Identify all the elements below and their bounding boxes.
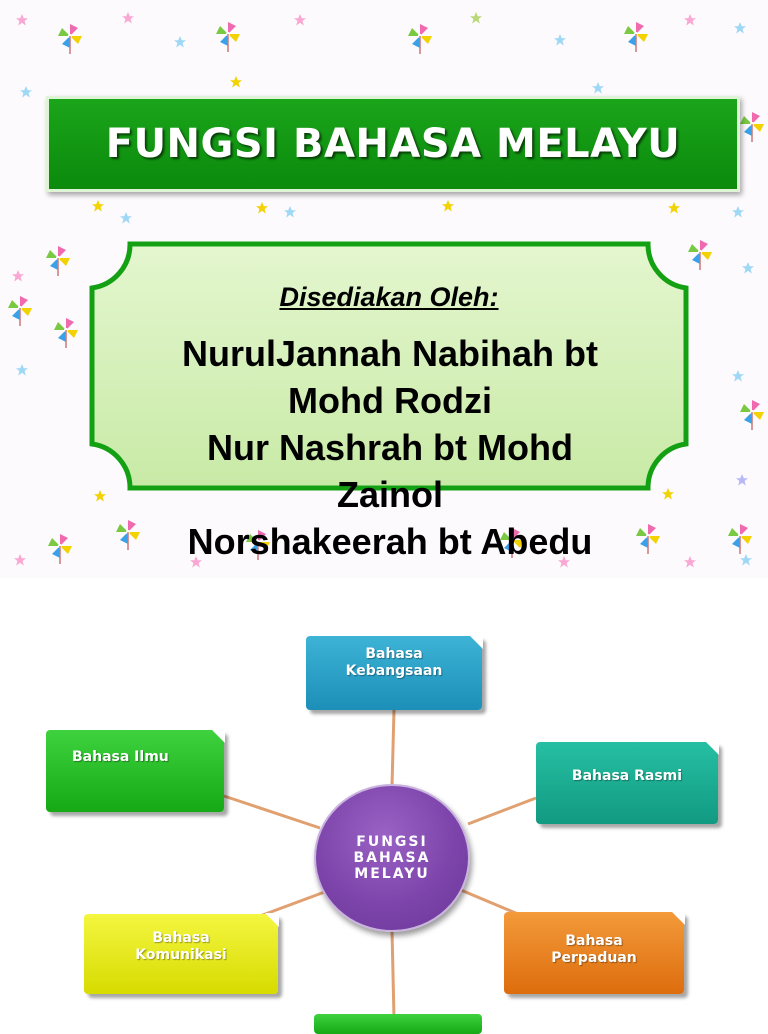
node-label-line: Bahasa: [365, 646, 423, 662]
node-bahasa-komunikasi: [84, 914, 278, 994]
node-label: Bahasa Ilmu: [72, 748, 169, 765]
node-label-line: Komunikasi: [135, 947, 227, 963]
hub-label-line: FUNGSI: [356, 834, 428, 850]
hub-label-line: MELAYU: [354, 866, 430, 882]
node-label-line: Bahasa: [152, 930, 210, 946]
center-hub-fungsi-bahasa-melayu: [314, 784, 470, 932]
author-name-line: Zainol: [337, 474, 443, 515]
title-banner: [46, 96, 740, 192]
author-name-line: NurulJannah Nabihah bt: [181, 333, 599, 374]
author-name-line: Nur Nashrah bt Mohd: [207, 427, 573, 468]
node-bahasa-perpaduan: [504, 912, 684, 994]
node-label: Bahasa Rasmi: [571, 767, 683, 784]
prepared-by-label: Disediakan Oleh:: [279, 282, 499, 312]
author-names: [60, 330, 720, 560]
node-label-line: Perpaduan: [551, 950, 637, 966]
author-name-line: Mohd Rodzi: [288, 380, 492, 421]
author-name-line: Norshakeerah bt Abedu: [187, 521, 593, 560]
node-label-line: Kebangsaan: [345, 663, 443, 679]
slide-title: FUNGSI BAHASA MELAYU: [105, 121, 681, 167]
node-bahasa-ilmu: [46, 730, 224, 812]
diagram-slide: [0, 578, 768, 1024]
hub-label-line: BAHASA: [353, 850, 431, 866]
node-bahasa-rasmi: [536, 742, 718, 824]
node-bahasa-kebangsaan: [306, 636, 482, 710]
node-bottom-partial: [314, 1014, 482, 1034]
node-label-line: Bahasa: [565, 933, 623, 949]
